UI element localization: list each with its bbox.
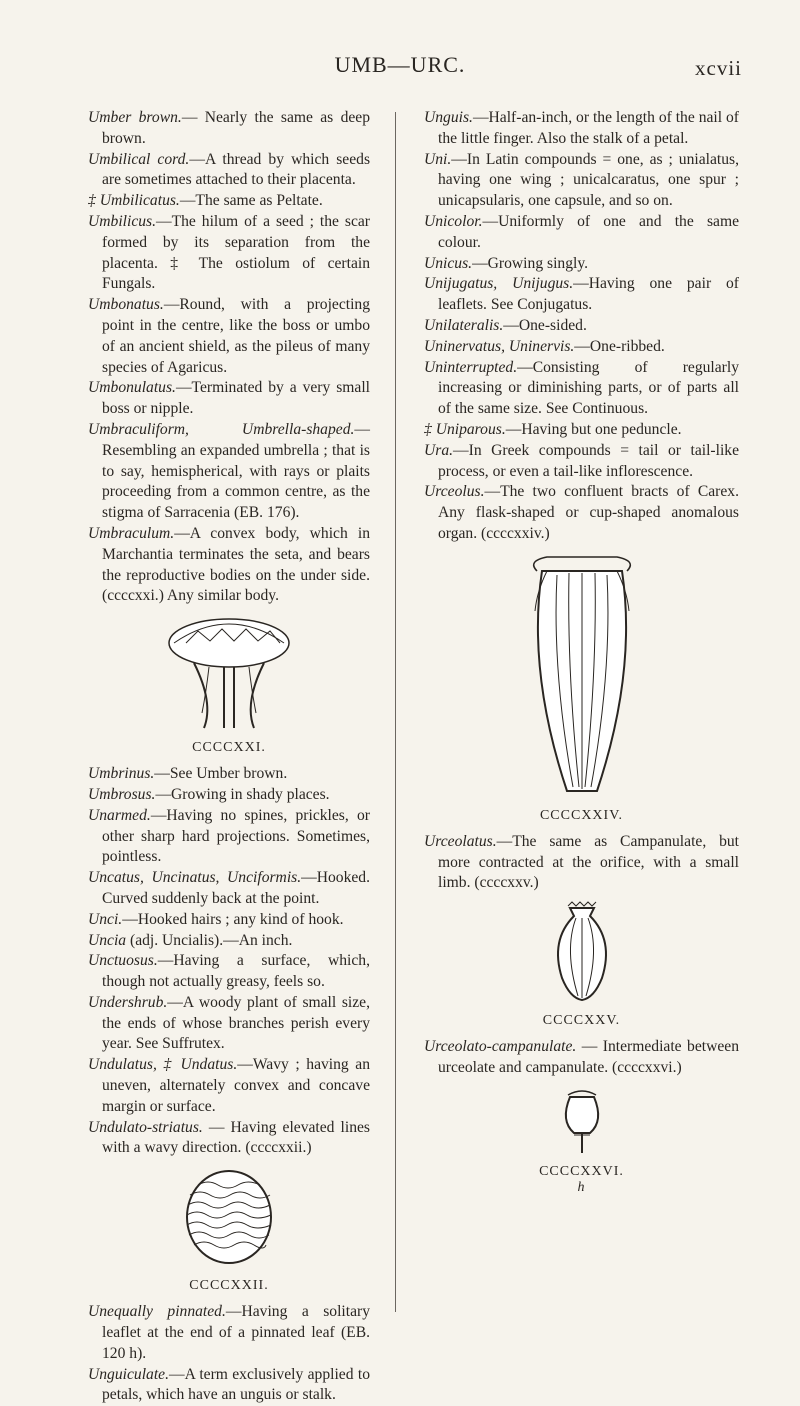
dictionary-entry — [424, 212, 739, 254]
entry-headword: Uncatus, Uncinatus, Unciformis. — [88, 869, 302, 887]
entry-headword: Umbrinus. — [88, 765, 155, 783]
entry-definition: —Growing singly. — [472, 254, 589, 272]
left-entries-a — [88, 108, 370, 607]
entry-headword: Unicus. — [424, 254, 473, 272]
entry-headword: Umbraculum. — [88, 524, 175, 542]
entry-definition: —Round, with a projecting point in the centre, like the boss or umbo of an ancient shield, as the pileus of many species of Agaricus. — [102, 296, 370, 376]
figure-caption: CCCCXXV. — [542, 1013, 621, 1029]
left-entries-b — [88, 764, 370, 1159]
dictionary-entry — [88, 420, 370, 524]
entry-definition: —Having a solitary leaflet at the end of a pinnated leaf (EB. 120 h). — [102, 1303, 370, 1362]
dictionary-entry — [88, 785, 370, 806]
dictionary-entry — [424, 441, 739, 483]
figure-ccccxxvi — [424, 1085, 739, 1180]
entry-definition: —In Latin compounds = one, as ; unialatus, having one wing ; unicalcaratus, one spur ; unicapsularis, one capsule, and so on. — [438, 150, 739, 210]
dictionary-entry — [424, 108, 739, 150]
entry-headword: Unarmed. — [88, 806, 151, 824]
entry-definition: —A term exclusively applied to petals, which have an unguis or stalk. — [102, 1365, 370, 1404]
right-entries-a — [424, 108, 739, 545]
figure-caption: CCCCXXVI. — [539, 1163, 624, 1179]
entry-headword: Uninervatus, Uninervis. — [424, 337, 575, 355]
entry-definition: —Half-an-inch, or the length of the nail of the little finger. Also the stalk of a petal. — [438, 109, 739, 147]
entry-headword: Uni. — [424, 150, 452, 168]
entry-headword: Undulato-striatus. — [88, 1118, 203, 1136]
entry-headword: Unicolor. — [424, 212, 483, 230]
entry-definition: —Hooked. Curved suddenly back at the point. — [102, 869, 370, 907]
entry-headword: Unequally pinnated. — [88, 1303, 226, 1321]
page-number: xcvii — [695, 56, 742, 80]
undulato-striatus-illustration — [174, 1165, 284, 1269]
entry-headword: Uncia — [88, 931, 127, 949]
entry-definition: —Having but one peduncle. — [505, 420, 682, 438]
right-entries-c — [424, 1037, 739, 1079]
dictionary-entry — [88, 1055, 370, 1117]
dictionary-entry — [424, 420, 739, 441]
entry-headword: Umbilical cord. — [88, 150, 190, 168]
dictionary-entry — [88, 931, 370, 952]
entry-headword: Unilateralis. — [424, 316, 504, 334]
column-divider — [395, 112, 396, 1312]
figure-ccccxxii — [88, 1165, 370, 1294]
dictionary-entry — [88, 212, 370, 295]
dictionary-entry — [88, 868, 370, 910]
entry-definition: (adj. Uncialis).—An inch. — [126, 931, 293, 949]
entry-headword: Umbraculiform, Umbrella-shaped. — [88, 420, 355, 438]
entry-headword: Umbonatus. — [88, 296, 164, 314]
entry-headword: Undulatus, ‡ Undatus. — [88, 1056, 238, 1074]
umbraculum-illustration — [164, 613, 294, 731]
entry-definition: —Hooked hairs ; any kind of hook. — [122, 910, 344, 928]
entry-definition: —The same as Campanulate, but more contracted at the orifice, with a small limb. (ccccxxv.) — [438, 832, 739, 892]
entry-headword: Urceolus. — [424, 483, 485, 501]
dictionary-entry — [88, 951, 370, 993]
entry-definition: —Terminated by a very small boss or nipple. — [102, 379, 370, 418]
entry-headword: Unguiculate. — [88, 1365, 169, 1383]
entry-definition: — Nearly the same as deep brown. — [102, 109, 371, 147]
entry-headword: Urceolato-campanulate. — [424, 1038, 577, 1056]
dictionary-entry — [88, 764, 370, 785]
dictionary-entry — [88, 1302, 370, 1364]
dictionary-entry — [88, 910, 370, 931]
entry-definition: —Wavy ; having an uneven, alternately convex and concave margin or surface. — [102, 1056, 370, 1115]
entry-definition: —See Umber brown. — [154, 765, 288, 783]
entry-definition: —Resembling an expanded umbrella ; that is to say, hemispherical, with rays or plaits proceeding from a common centre, as the stigma of Sarracenia (EB. 176). — [102, 420, 370, 522]
figure-caption: CCCCXXII. — [189, 1278, 269, 1294]
entry-definition: —The two confluent bracts of Carex. Any flask-shaped or cup-shaped anomalous organ. (ccccxxiv.) — [438, 483, 739, 542]
entry-definition: —Uniformly of one and the same colour. — [438, 212, 739, 251]
entry-headword: Umbilicus. — [88, 212, 157, 230]
urceolus-illustration — [507, 551, 657, 799]
figure-ccccxxi — [88, 613, 370, 756]
entry-headword: Umber brown. — [88, 109, 182, 126]
dictionary-entry — [88, 378, 370, 420]
right-column — [424, 108, 739, 1204]
signature-mark: h — [577, 1179, 586, 1195]
figure-caption: CCCCXXIV. — [539, 807, 624, 823]
dictionary-entry — [424, 150, 739, 212]
dictionary-entry — [424, 254, 739, 275]
dictionary-entry — [424, 358, 739, 420]
dictionary-entry — [88, 108, 370, 150]
dictionary-entry — [88, 150, 370, 192]
entry-definition: —A woody plant of small size, the ends of whose branches perish every year. See Suffrutex. — [102, 993, 370, 1053]
entry-definition: —Having a surface, which, though not actually greasy, feels so. — [102, 952, 370, 991]
left-entries-c — [88, 1302, 370, 1406]
entry-definition: —One-sided. — [503, 316, 587, 334]
dictionary-entry — [424, 832, 739, 894]
dictionary-entry — [424, 316, 739, 337]
dictionary-entry — [88, 1365, 370, 1406]
dictionary-entry — [424, 482, 739, 544]
entry-headword: ‡ Umbilicatus. — [88, 192, 180, 210]
dictionary-entry — [88, 1118, 370, 1160]
entry-definition: —A thread by which seeds are sometimes attached to their placenta. — [102, 150, 371, 189]
entry-headword: ‡ Uniparous. — [424, 420, 506, 438]
figure-ccccxxv — [424, 900, 739, 1029]
dictionary-entry — [88, 295, 370, 378]
entry-definition: —One-ribbed. — [574, 337, 665, 355]
entry-definition: — Intermediate between urceolate and campanulate. (ccccxxvi.) — [438, 1038, 739, 1076]
dictionary-entry — [424, 337, 739, 358]
entry-headword: Unguis. — [424, 109, 473, 126]
dictionary-entry — [88, 993, 370, 1055]
entry-headword: Undershrub. — [88, 993, 168, 1011]
running-title: UMB—URC. — [334, 52, 466, 77]
urceolato-campanulate-illustration — [552, 1085, 612, 1155]
entry-definition: —The same as Peltate. — [179, 192, 323, 210]
entry-definition: —A convex body, which in Marchantia terminates the seta, and bears the reproductive bodies on the under side. (ccccxxi.) Any similar body. — [102, 524, 370, 605]
dictionary-entry — [88, 191, 370, 212]
entry-headword: Unci. — [88, 910, 123, 928]
entry-headword: Uninterrupted. — [424, 358, 518, 376]
entry-headword: Unijugatus, Unijugus. — [424, 275, 574, 293]
entry-definition: —In Greek compounds = tail or tail-like process, or even a tail-like inflorescence. — [438, 441, 739, 480]
figure-caption: CCCCXXI. — [192, 740, 266, 756]
entry-headword: Unctuosus. — [88, 952, 158, 970]
entry-headword: Umbrosus. — [88, 785, 156, 803]
left-column — [88, 108, 370, 1406]
entry-definition: —Having no spines, prickles, or other sharp hard projections. Sometimes, pointless. — [102, 806, 370, 866]
dictionary-entry — [88, 806, 370, 868]
entry-definition: — Having elevated lines with a wavy direction. (ccccxxii.) — [102, 1118, 370, 1157]
entry-definition: —Consisting of regularly increasing or diminishing parts, or of parts all of the same size. See Continuous. — [438, 358, 739, 418]
figure-ccccxxiv — [424, 551, 739, 824]
entry-headword: Urceolatus. — [424, 832, 497, 850]
urceolatus-illustration — [542, 900, 622, 1004]
entry-headword: Ura. — [424, 441, 454, 459]
right-entries-b — [424, 832, 739, 894]
dictionary-entry — [88, 524, 370, 607]
running-head — [0, 52, 800, 82]
entry-definition: —Having one pair of leaflets. See Conjugatus. — [438, 275, 739, 314]
entry-definition: —The hilum of a seed ; the scar formed by its separation from the placenta. ‡ The ostiolum of certain Fungals. — [102, 212, 370, 293]
entry-definition: —Growing in shady places. — [155, 785, 330, 803]
dictionary-entry — [424, 1037, 739, 1079]
entry-headword: Umbonulatus. — [88, 379, 176, 397]
dictionary-entry — [424, 274, 739, 316]
